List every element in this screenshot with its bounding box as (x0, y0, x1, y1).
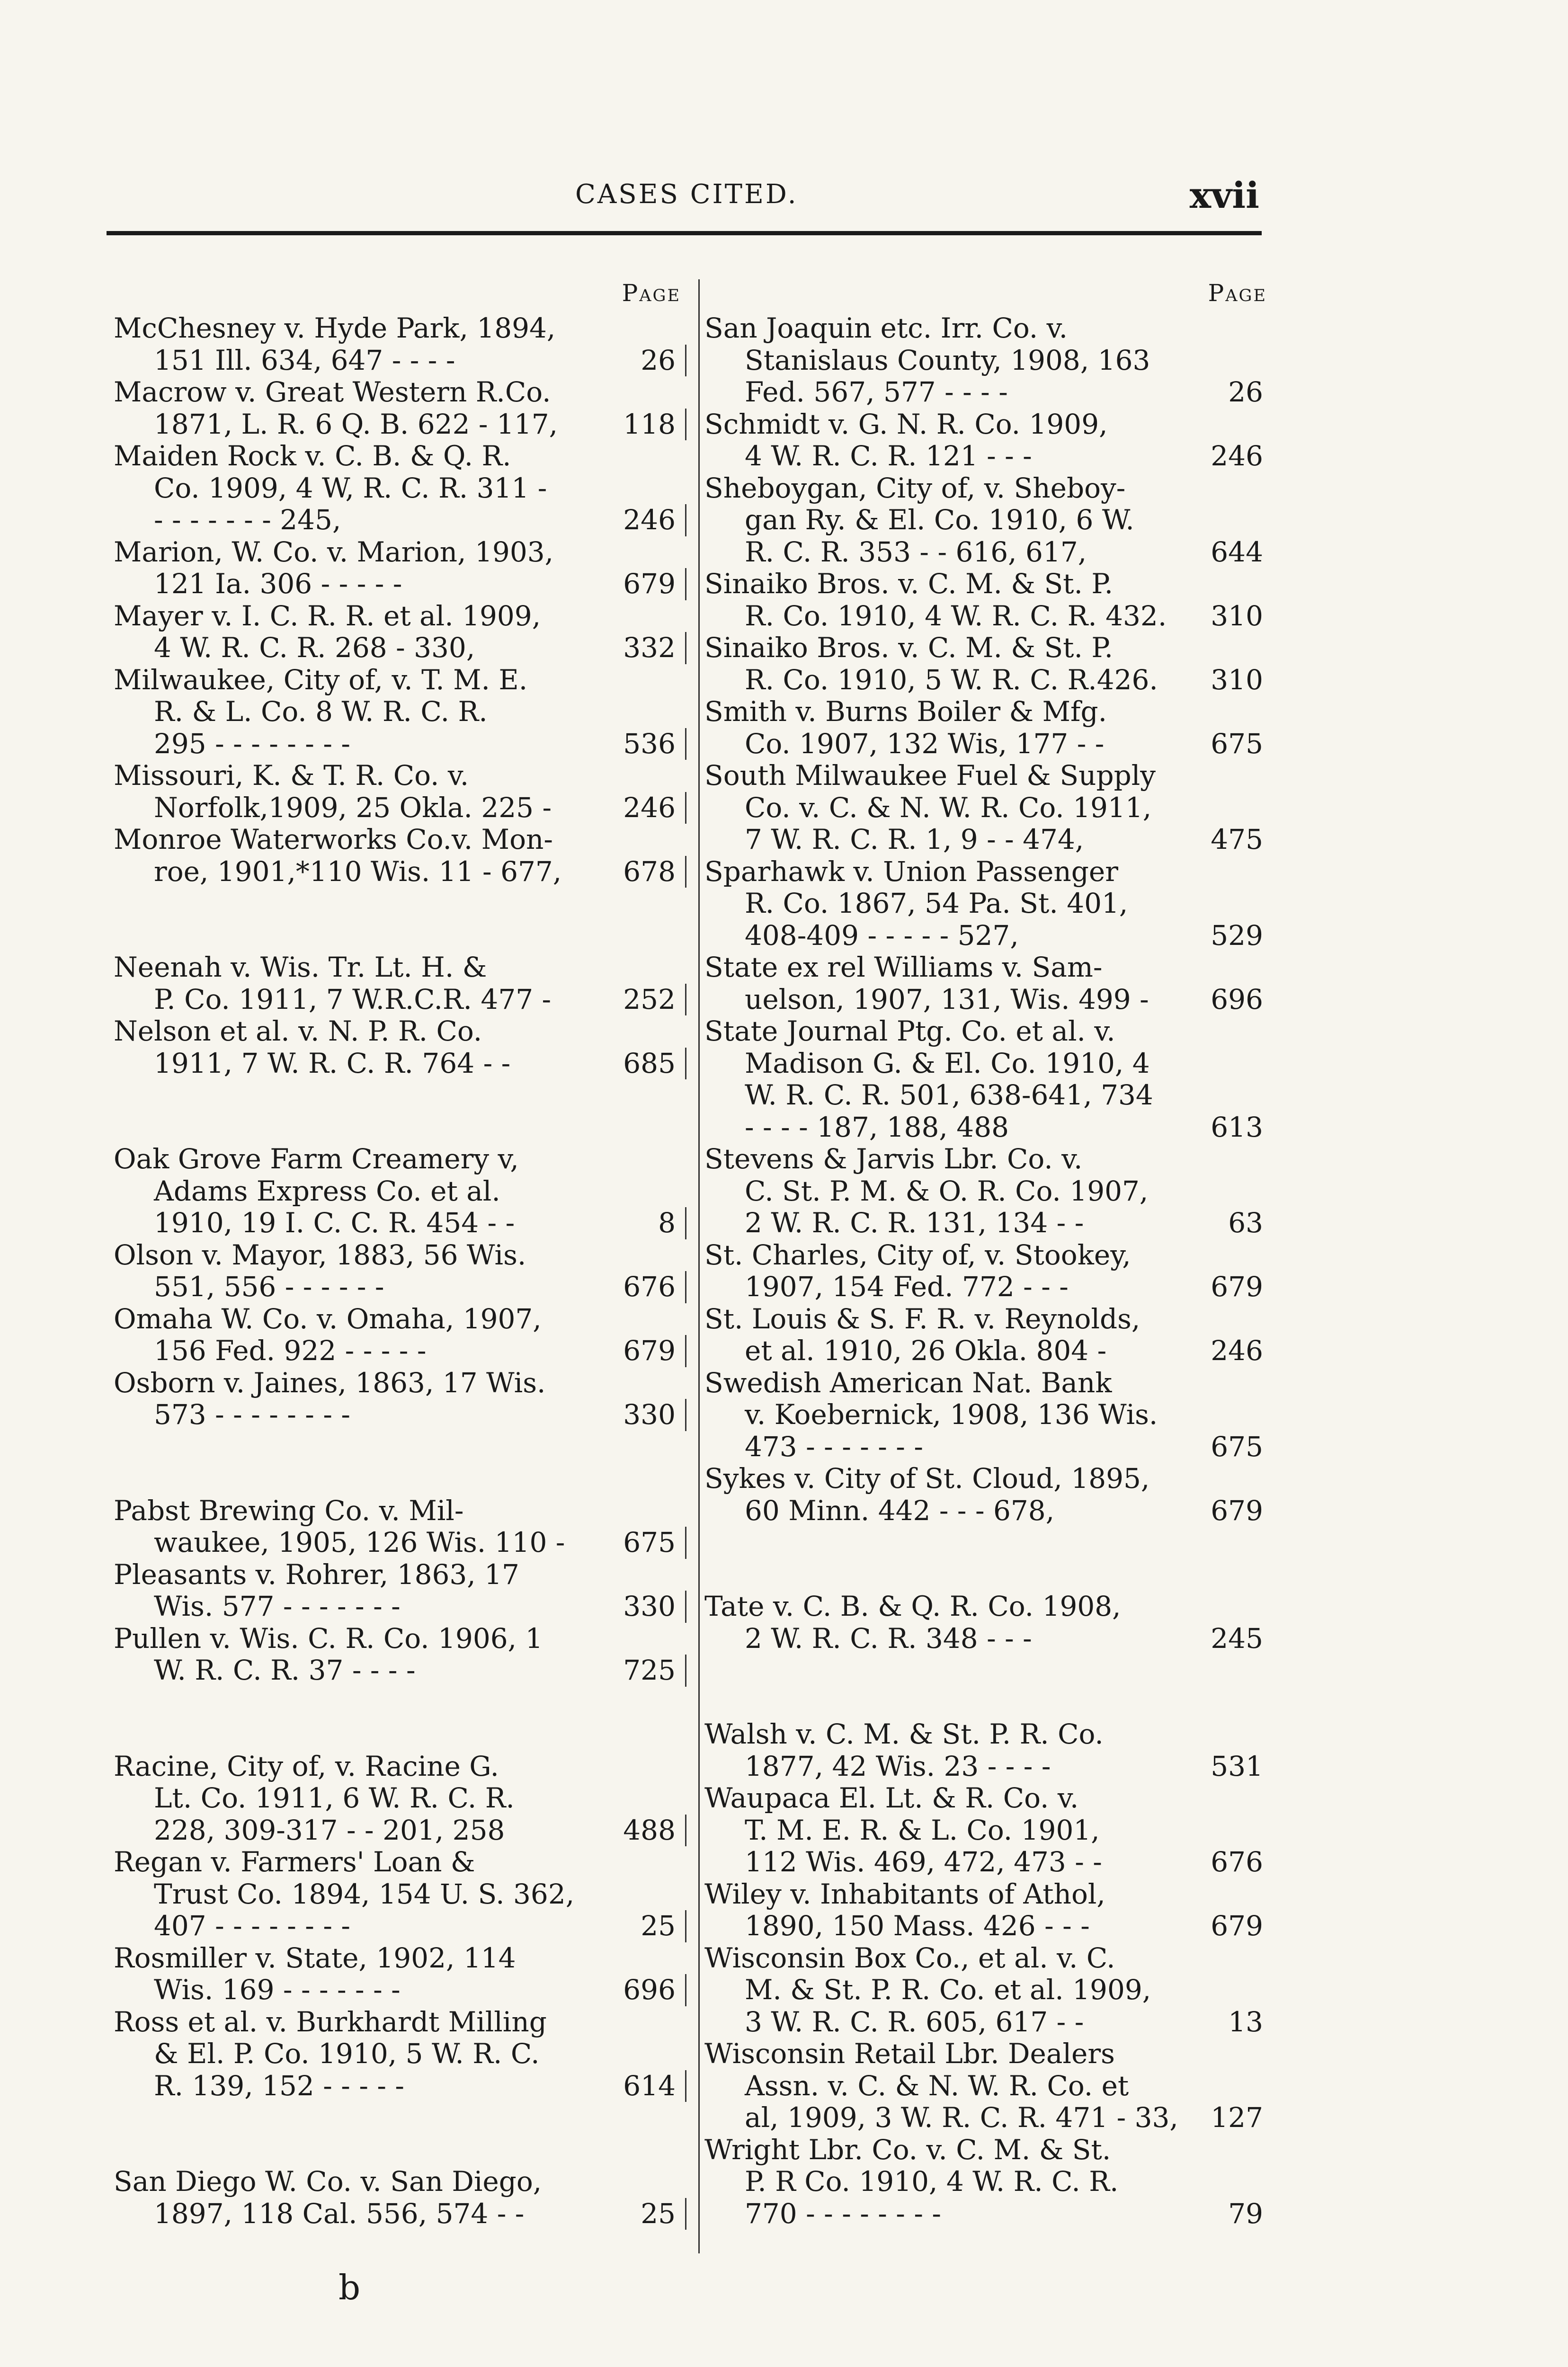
citation-line: Racine, City of, v. Racine G. (114, 1750, 499, 1782)
right-entries (704, 312, 1273, 2230)
case-citation (704, 696, 1199, 760)
case-citation (114, 1751, 612, 1847)
case-citation (704, 856, 1199, 952)
case-entry (114, 376, 686, 440)
citation-line: Smith v. Burns Boiler & Mfg. (704, 695, 1107, 728)
citation-line: Sinaiko Bros. v. C. M. & St. P. (704, 632, 1114, 664)
case-citation (704, 1015, 1199, 1143)
case-citation (704, 1782, 1199, 1878)
citation-line: Omaha W. Co. v. Omaha, 1907, (114, 1302, 542, 1335)
case-citation (114, 824, 612, 888)
page-ref: 330 (612, 1591, 686, 1623)
page-ref: 696 (612, 1974, 686, 2006)
page-ref: 127 (1211, 2101, 1263, 2134)
case-citation (114, 1143, 612, 1239)
case-entry (704, 952, 1273, 1015)
citation-line: Pullen v. Wis. C. R. Co. 1906, 1 (114, 1622, 543, 1655)
case-entry (114, 1623, 686, 1687)
case-entry (114, 536, 686, 600)
citation-line: 4 W. R. C. R. 268 - 330, (154, 632, 475, 664)
case-entry (114, 600, 686, 664)
citation-line: 1871, L. R. 6 Q. B. 622 - 117, (154, 408, 558, 440)
citation-line: Norfolk,1909, 25 Okla. 225 - (154, 791, 552, 824)
case-citation (114, 952, 612, 1015)
page-ref: 25 (612, 1910, 686, 1942)
case-citation (704, 2038, 1199, 2134)
case-citation (704, 1367, 1199, 1463)
citation-line: 3 W. R. C. R. 605, 617 - - (745, 2005, 1084, 2038)
citation-line: St. Louis & S. F. R. v. Reynolds, (704, 1302, 1140, 1335)
page-ref: 310 (1211, 663, 1263, 696)
citation-line: & El. P. Co. 1910, 5 W. R. C. (154, 2038, 540, 2070)
case-citation (704, 1239, 1199, 1303)
case-entry (704, 1463, 1273, 1527)
page-ref: 63 (1228, 1207, 1263, 1239)
citation-line: 60 Minn. 442 - - - 678, (745, 1494, 1055, 1527)
case-citation (704, 1878, 1199, 1942)
case-citation (114, 1623, 612, 1687)
case-entry (114, 1143, 686, 1239)
citation-line: St. Charles, City of, v. Stookey, (704, 1238, 1131, 1271)
page-ref: 679 (1211, 1494, 1263, 1527)
citation-line: San Diego W. Co. v. San Diego, (114, 2165, 542, 2198)
citation-line: 551, 556 - - - - - - (154, 1271, 384, 1303)
citation-line: T. M. E. R. & L. Co. 1901, (745, 1814, 1100, 1846)
citation-line: 1910, 19 I. C. C. R. 454 - - (154, 1207, 515, 1239)
citation-line: C. St. P. M. & O. R. Co. 1907, (745, 1175, 1149, 1207)
case-entry (114, 2006, 686, 2102)
citation-line: 1877, 42 Wis. 23 - - - - (745, 1750, 1051, 1782)
citation-line: 573 - - - - - - - - (154, 1398, 350, 1431)
citation-line: Regan v. Farmers' Loan & (114, 1846, 475, 1878)
page-column-heading: Page (622, 279, 681, 307)
page-ref: 26 (1228, 376, 1263, 408)
page-ref: 330 (612, 1399, 686, 1431)
citation-line: Trust Co. 1894, 154 U. S. 362, (154, 1878, 575, 1910)
case-entry (704, 1367, 1273, 1463)
page-ref: 675 (1211, 1430, 1263, 1463)
page-number: xvii (1189, 174, 1259, 216)
running-header (109, 174, 1259, 222)
case-entry (704, 632, 1273, 696)
case-citation (704, 1942, 1199, 2038)
case-citation (114, 760, 612, 824)
case-entry (114, 1942, 686, 2006)
citation-line: Tate v. C. B. & Q. R. Co. 1908, (704, 1590, 1121, 1622)
citation-line: et al. 1910, 26 Okla. 804 - (745, 1335, 1107, 1367)
page-ref: 332 (612, 632, 686, 664)
citation-line: gan Ry. & El. Co. 1910, 6 W. (745, 504, 1134, 536)
case-citation (704, 1303, 1199, 1367)
case-citation (704, 760, 1199, 856)
case-entry (704, 1591, 1273, 1655)
page-ref: 25 (612, 2198, 686, 2230)
citation-line: Wis. 169 - - - - - - - (154, 1974, 401, 2006)
citation-line: Rosmiller v. State, 1902, 114 (114, 1941, 516, 1974)
case-citation (704, 2134, 1199, 2230)
page-ref: 245 (1211, 1622, 1263, 1655)
citation-line: San Joaquin etc. Irr. Co. v. (704, 312, 1068, 344)
citation-line: Missouri, K. & T. R. Co. v. (114, 759, 469, 792)
case-entry (114, 824, 686, 888)
case-entry (704, 312, 1273, 409)
case-citation (114, 664, 612, 760)
case-entry (704, 568, 1273, 632)
citation-line: 7 W. R. C. R. 1, 9 - - 474, (745, 823, 1084, 855)
citation-line: R. Co. 1910, 5 W. R. C. R.426. (745, 663, 1158, 696)
citation-line: W. R. C. R. 501, 638-641, 734 (745, 1079, 1153, 1111)
page-ref: 488 (612, 1815, 686, 1847)
case-citation (114, 1846, 612, 1942)
citation-line: R. 139, 152 - - - - - (154, 2069, 404, 2102)
citation-line: 1907, 154 Fed. 772 - - - (745, 1271, 1069, 1303)
page-ref: 475 (1211, 823, 1263, 855)
citation-line: 156 Fed. 922 - - - - - (154, 1335, 427, 1367)
case-citation (704, 568, 1199, 632)
citation-line: Macrow v. Great Western R.Co. (114, 376, 551, 408)
case-entry (704, 2134, 1273, 2230)
page-ref: 536 (612, 728, 686, 760)
case-entry (114, 1751, 686, 1847)
citation-line: 2 W. R. C. R. 131, 134 - - (745, 1207, 1084, 1239)
page-ref: 679 (1211, 1910, 1263, 1942)
citation-line: Marion, W. Co. v. Marion, 1903, (114, 535, 554, 568)
case-entry (704, 2038, 1273, 2134)
case-citation (114, 1942, 612, 2006)
citation-line: Wiley v. Inhabitants of Athol, (704, 1878, 1105, 1910)
citation-line: 408-409 - - - - - 527, (745, 919, 1019, 952)
citation-line: al, 1909, 3 W. R. C. R. 471 - 33, (745, 2101, 1178, 2134)
page-ref: 246 (1211, 440, 1263, 472)
citation-line: Maiden Rock v. C. B. & Q. R. (114, 440, 511, 472)
citation-line: Sheboygan, City of, v. Sheboy- (704, 472, 1126, 504)
case-citation (704, 472, 1199, 569)
signature-mark: b (339, 2268, 361, 2307)
citation-line: R. & L. Co. 8 W. R. C. R. (154, 695, 488, 728)
case-citation (114, 600, 612, 664)
page-ref: 676 (1211, 1846, 1263, 1878)
case-citation (114, 1239, 612, 1303)
citation-line: P. Co. 1911, 7 W.R.C.R. 477 - (154, 983, 552, 1015)
page-ref: 696 (1211, 983, 1263, 1015)
citation-line: R. C. R. 353 - - 616, 617, (745, 535, 1087, 568)
citation-line: Swedish American Nat. Bank (704, 1366, 1112, 1399)
header-rule (107, 231, 1262, 235)
case-entry (704, 409, 1273, 472)
right-column (698, 279, 1273, 2253)
citation-line: 112 Wis. 469, 472, 473 - - (745, 1846, 1102, 1878)
case-citation (114, 440, 612, 536)
citation-line: 407 - - - - - - - - (154, 1910, 350, 1942)
case-entry (114, 312, 686, 376)
citation-line: 4 W. R. C. R. 121 - - - (745, 440, 1032, 472)
page-ref: 252 (612, 984, 686, 1016)
case-citation (704, 632, 1199, 696)
citation-line: v. Koebernick, 1908, 136 Wis. (745, 1398, 1158, 1431)
citation-line: Madison G. & El. Co. 1910, 4 (745, 1047, 1150, 1079)
page-ref: 614 (612, 2070, 686, 2102)
case-entry (704, 1239, 1273, 1303)
case-entry (114, 1015, 686, 1079)
citation-line: South Milwaukee Fuel & Supply (704, 759, 1156, 792)
citation-line: Co. 1907, 132 Wis, 177 - - (745, 727, 1105, 760)
citation-line: 151 Ill. 634, 647 - - - - (154, 344, 455, 376)
citation-line: 473 - - - - - - - (745, 1430, 923, 1463)
citation-line: Stevens & Jarvis Lbr. Co. v. (704, 1143, 1083, 1175)
citation-line: Neenah v. Wis. Tr. Lt. H. & (114, 951, 487, 983)
citation-line: Fed. 567, 577 - - - - (745, 376, 1008, 408)
page-ref: 531 (1211, 1750, 1263, 1782)
citation-line: Co. 1909, 4 W, R. C. R. 311 - (154, 472, 547, 504)
citation-line: 1897, 118 Cal. 556, 574 - - (154, 2197, 525, 2230)
case-entry (114, 1367, 686, 1431)
case-citation (114, 376, 612, 440)
citation-line: Sinaiko Bros. v. C. M. & St. P. (704, 568, 1114, 600)
page-ref: 644 (1211, 535, 1263, 568)
citation-line: Wis. 577 - - - - - - - (154, 1590, 401, 1622)
page-ref: 529 (1211, 919, 1263, 952)
case-entry (114, 1559, 686, 1623)
citation-line: - - - - - - - 245, (154, 504, 341, 536)
case-entry (704, 1878, 1273, 1942)
case-citation (704, 409, 1199, 472)
case-entry (114, 760, 686, 824)
page-ref: 8 (612, 1207, 686, 1239)
citation-line: State Journal Ptg. Co. et al. v. (704, 1015, 1115, 1047)
case-entry (114, 2166, 686, 2230)
citation-line: 121 Ia. 306 - - - - - (154, 568, 402, 600)
case-citation (704, 1143, 1199, 1239)
citation-line: Milwaukee, City of, v. T. M. E. (114, 663, 528, 696)
case-entry (114, 952, 686, 1015)
citation-line: McChesney v. Hyde Park, 1894, (114, 312, 556, 344)
citation-line: uelson, 1907, 131, Wis. 499 - (745, 983, 1149, 1015)
case-citation (704, 1463, 1199, 1527)
page-ref: 246 (1211, 1335, 1263, 1367)
citation-line: 295 - - - - - - - - (154, 727, 350, 760)
case-entry (114, 1495, 686, 1559)
citation-line: Sykes v. City of St. Cloud, 1895, (704, 1462, 1150, 1495)
citation-line: waukee, 1905, 126 Wis. 110 - (154, 1526, 565, 1558)
citation-line: Monroe Waterworks Co.v. Mon- (114, 823, 553, 855)
case-citation (704, 312, 1199, 409)
citation-line: Wisconsin Box Co., et al. v. C. (704, 1941, 1115, 1974)
running-title: CASES CITED. (575, 179, 798, 210)
citation-line: Olson v. Mayor, 1883, 56 Wis. (114, 1238, 526, 1271)
page-ref: 675 (612, 1527, 686, 1559)
case-citation (114, 2006, 612, 2102)
citation-line: Wright Lbr. Co. v. C. M. & St. (704, 2133, 1111, 2166)
case-citation (114, 312, 612, 376)
case-citation (114, 536, 612, 600)
page-ref: 26 (612, 345, 686, 377)
left-entries (114, 312, 686, 2230)
citation-line: Mayer v. I. C. R. R. et al. 1909, (114, 599, 541, 632)
case-entry (114, 664, 686, 760)
case-citation (114, 1495, 612, 1559)
citation-line: Schmidt v. G. N. R. Co. 1909, (704, 408, 1108, 440)
citation-line: R. Co. 1910, 4 W. R. C. R. 432. (745, 599, 1167, 632)
citation-line: P. R Co. 1910, 4 W. R. C. R. (745, 2165, 1119, 2198)
case-citation (114, 1367, 612, 1431)
case-entry (704, 1718, 1273, 1782)
case-entry (704, 1782, 1273, 1878)
citation-line: State ex rel Williams v. Sam- (704, 951, 1103, 983)
citation-line: 770 - - - - - - - - (745, 2197, 941, 2230)
citation-line: Ross et al. v. Burkhardt Milling (114, 2005, 547, 2038)
citation-line: Pleasants v. Rohrer, 1863, 17 (114, 1558, 519, 1591)
page-ref: 678 (612, 856, 686, 888)
case-entry (704, 760, 1273, 856)
citation-line: Assn. v. C. & N. W. R. Co. et (745, 2069, 1129, 2102)
case-entry (114, 440, 686, 536)
citation-line: 1890, 150 Mass. 426 - - - (745, 1910, 1090, 1942)
case-citation (114, 1303, 612, 1367)
page-ref: 679 (1211, 1271, 1263, 1303)
case-citation (114, 1559, 612, 1623)
citation-line: roe, 1901,*110 Wis. 11 - 677, (154, 855, 562, 888)
page-ref: 246 (612, 504, 686, 536)
citation-line: Sparhawk v. Union Passenger (704, 855, 1118, 888)
case-citation (704, 1591, 1199, 1655)
case-entry (114, 1846, 686, 1942)
citation-line: Co. v. C. & N. W. R. Co. 1911, (745, 791, 1152, 824)
citation-line: 2 W. R. C. R. 348 - - - (745, 1622, 1032, 1655)
page-ref: 13 (1228, 2005, 1263, 2038)
page-ref: 246 (612, 792, 686, 824)
citation-line: Stanislaus County, 1908, 163 (745, 344, 1150, 376)
case-entry (704, 1942, 1273, 2038)
page-ref: 676 (612, 1271, 686, 1303)
citation-line: 228, 309-317 - - 201, 258 (154, 1814, 505, 1846)
citation-line: Oak Grove Farm Creamery v, (114, 1143, 519, 1175)
case-entry (704, 472, 1273, 569)
case-citation (704, 952, 1199, 1015)
citation-line: M. & St. P. R. Co. et al. 1909, (745, 1974, 1151, 2006)
case-entry (704, 1303, 1273, 1367)
citation-line: 1911, 7 W. R. C. R. 764 - - (154, 1047, 511, 1079)
case-entry (704, 696, 1273, 760)
page-ref: 685 (612, 1048, 686, 1080)
case-citation (704, 1718, 1199, 1782)
citation-line: - - - - 187, 188, 488 (745, 1111, 1009, 1143)
citation-line: Waupaca El. Lt. & R. Co. v. (704, 1782, 1079, 1814)
page-column-heading: Page (1208, 279, 1267, 307)
citation-line: Lt. Co. 1911, 6 W. R. C. R. (154, 1782, 515, 1814)
left-column (114, 279, 686, 2230)
citation-line: Walsh v. C. M. & St. P. R. Co. (704, 1718, 1104, 1750)
page-ref: 310 (1211, 599, 1263, 632)
page-ref: 613 (1211, 1111, 1263, 1143)
page-ref: 118 (612, 409, 686, 441)
case-entry (704, 856, 1273, 952)
citation-line: Adams Express Co. et al. (154, 1175, 500, 1207)
case-entry (704, 1143, 1273, 1239)
case-citation (114, 1015, 612, 1079)
case-entry (114, 1239, 686, 1303)
citation-line: Pabst Brewing Co. v. Mil- (114, 1494, 464, 1527)
citation-line: Wisconsin Retail Lbr. Dealers (704, 2038, 1115, 2070)
case-entry (704, 1015, 1273, 1143)
citation-line: Osborn v. Jaines, 1863, 17 Wis. (114, 1366, 546, 1399)
page-ref: 79 (1228, 2197, 1263, 2230)
case-entry (114, 1303, 686, 1367)
page-ref: 725 (612, 1655, 686, 1687)
citation-line: R. Co. 1867, 54 Pa. St. 401, (745, 887, 1128, 919)
citation-line: Nelson et al. v. N. P. R. Co. (114, 1015, 482, 1047)
case-citation (114, 2166, 612, 2230)
citation-line: W. R. C. R. 37 - - - - (154, 1654, 416, 1686)
page-ref: 679 (612, 1335, 686, 1367)
page-ref: 679 (612, 568, 686, 600)
page-ref: 675 (1211, 727, 1263, 760)
